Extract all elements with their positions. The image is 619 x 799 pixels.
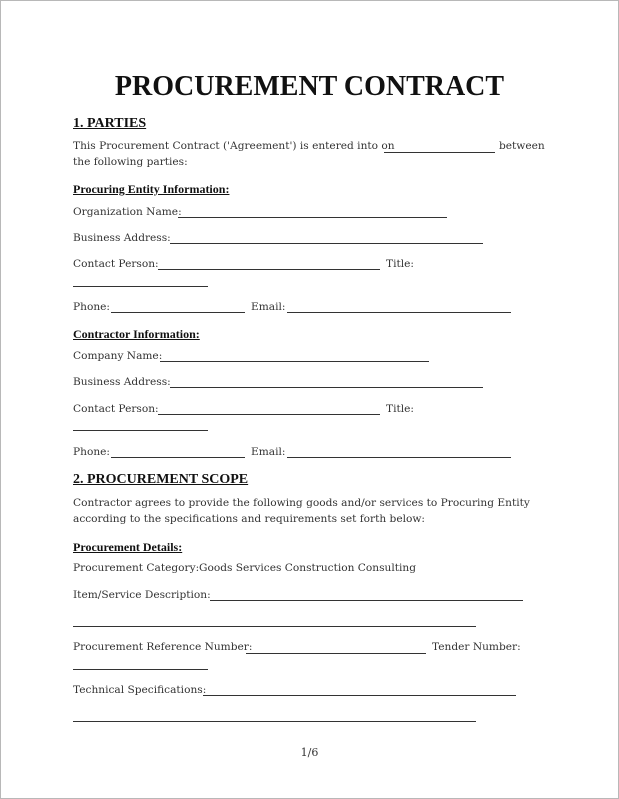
agreement-intro-text: This Procurement Contract ('Agreement') is entered into on: [73, 140, 395, 152]
organization-name-field[interactable]: [178, 217, 447, 218]
procurement-category-options[interactable]: Goods Services Construction Consulting: [199, 562, 417, 574]
contractor-phone-label: Phone:: [73, 446, 110, 458]
procurement-category-label: Procurement Category:: [73, 562, 200, 574]
procuring-contact-field[interactable]: [158, 269, 380, 270]
procuring-title-label: Title:: [386, 258, 414, 270]
tender-number-label: Tender Number:: [432, 641, 521, 653]
contractor-email-label: Email:: [251, 446, 286, 458]
contractor-info-heading: Contractor Information:: [73, 327, 200, 341]
agreement-intro-text-line2: the following parties:: [73, 156, 188, 168]
procuring-email-field[interactable]: [287, 312, 511, 313]
page-number: 1/6: [300, 746, 319, 759]
section-scope-heading: 2. PROCUREMENT SCOPE: [73, 472, 249, 487]
contractor-contact-field[interactable]: [158, 414, 380, 415]
contractor-contact-label: Contact Person:: [73, 403, 159, 415]
technical-specs-label: Technical Specifications:: [73, 684, 207, 696]
contractor-address-field[interactable]: [170, 387, 483, 388]
procurement-reference-field[interactable]: [246, 653, 426, 654]
procuring-email-label: Email:: [251, 301, 286, 313]
scope-intro-line1: Contractor agrees to provide the following goods and/or services to Procuring Entity: [73, 497, 530, 509]
tender-number-field[interactable]: [73, 669, 208, 670]
contractor-title-label: Title:: [386, 403, 414, 415]
procurement-details-heading: Procurement Details:: [73, 540, 183, 554]
procuring-contact-label: Contact Person:: [73, 258, 159, 270]
procuring-address-label: Business Address:: [73, 232, 171, 244]
procuring-phone-label: Phone:: [73, 301, 110, 313]
item-description-label: Item/Service Description:: [73, 589, 211, 601]
procuring-address-field[interactable]: [170, 243, 483, 244]
agreement-intro-between: between: [499, 140, 545, 152]
procuring-entity-heading: Procuring Entity Information:: [73, 182, 230, 196]
contractor-address-label: Business Address:: [73, 376, 171, 388]
contractor-title-field[interactable]: [73, 430, 208, 431]
document-title: PROCUREMENT CONTRACT: [114, 71, 505, 102]
item-description-field-line2[interactable]: [73, 626, 476, 627]
agreement-date-field[interactable]: [384, 152, 495, 153]
contractor-phone-field[interactable]: [111, 457, 245, 458]
procurement-reference-label: Procurement Reference Number:: [73, 641, 253, 653]
technical-specs-field-line2[interactable]: [73, 721, 476, 722]
procuring-title-field[interactable]: [73, 286, 208, 287]
company-name-field[interactable]: [160, 361, 429, 362]
procuring-phone-field[interactable]: [111, 312, 245, 313]
section-parties-heading: 1. PARTIES: [73, 116, 147, 131]
contractor-email-field[interactable]: [287, 457, 511, 458]
organization-name-label: Organization Name:: [73, 206, 182, 218]
scope-intro-line2: according to the specifications and requirements set forth below:: [73, 513, 425, 525]
company-name-label: Company Name:: [73, 350, 163, 362]
item-description-field[interactable]: [210, 600, 523, 601]
technical-specs-field[interactable]: [203, 695, 516, 696]
